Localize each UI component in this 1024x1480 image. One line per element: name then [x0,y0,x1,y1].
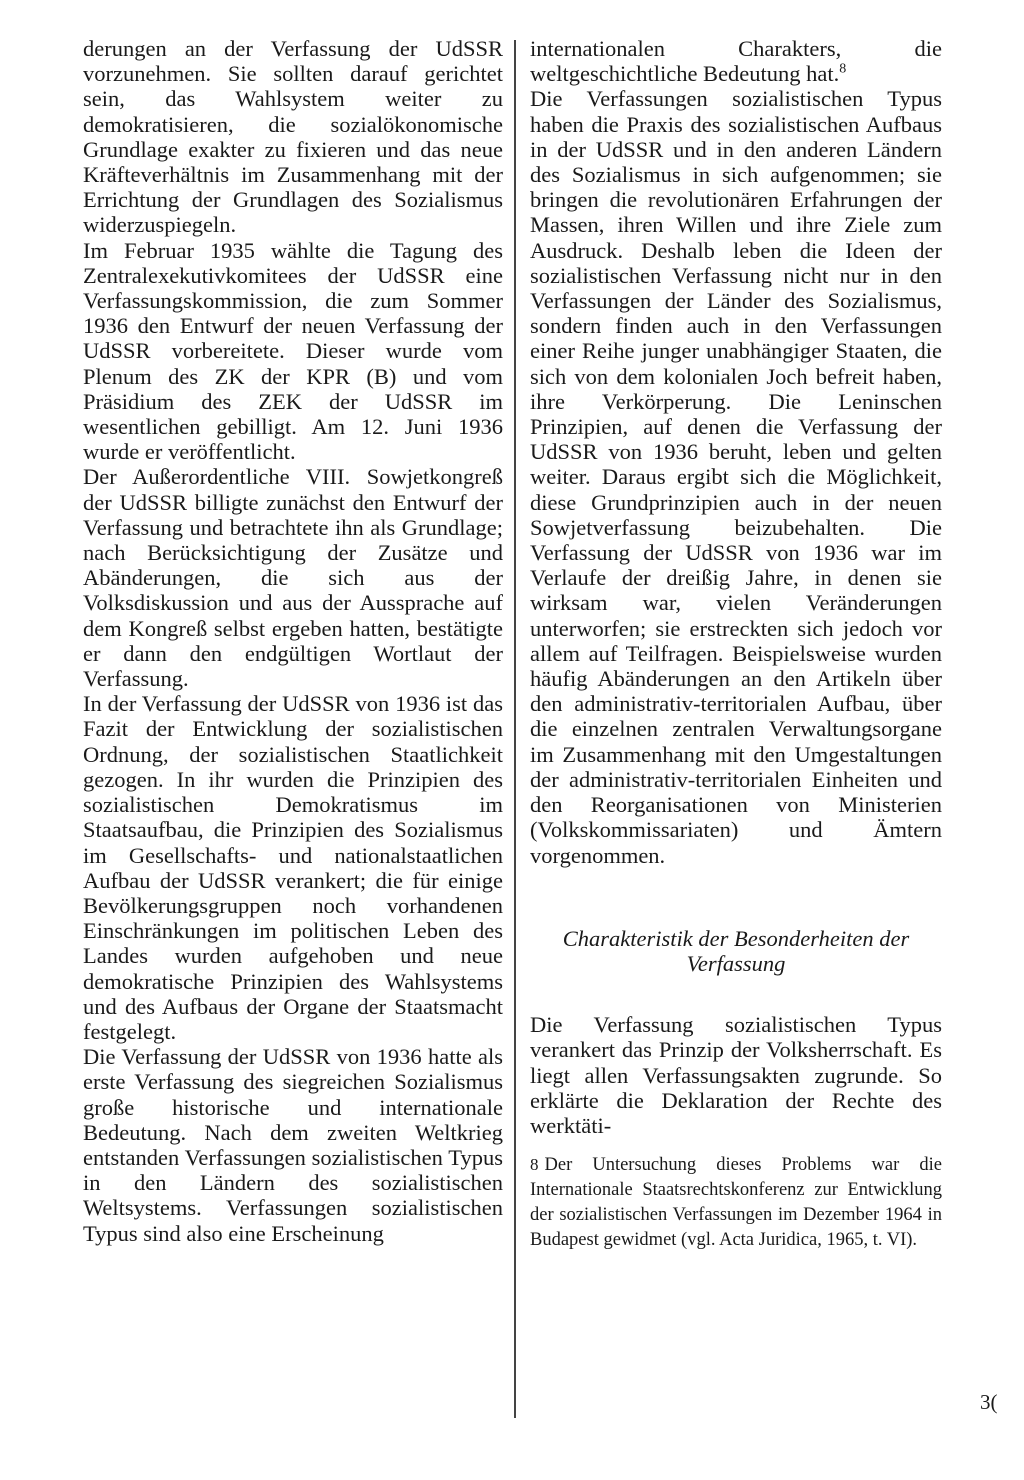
footnote-mark: 8 [530,1155,539,1175]
footnote-text: Der Untersuchung dieses Problems war die Internationale Staatsrechtskonferenz zur Entwicklung der sozialistischen Verfassungen im Dezember 1964 in Budapest gewidmet (vgl. Acta Juridica, 1965, t. VI). [530,1155,942,1251]
paragraph-text: internationalen Charakters, die weltgeschichtliche Bedeutung hat. [530,36,942,87]
paragraph: Der Außerordentliche VIII. Sowjetkongreß der UdSSR billigte zunächst den Entwurf der Verfassung und betrachtete ihn als Grundlage; nach Berücksichtigung der Zusätze und Abänderungen, die sich aus der Volksdiskussion und aus der Aussprache auf dem Kongreß selbst ergeben hatten, bestätigte er dann den endgültigen Wortlaut der Verfassung. [83,464,503,692]
paragraph: Die Verfassung der UdSSR von 1936 hatte als erste Verfassung des siegreichen Sozialismus große historische und internationale Bedeutung. Nach dem zweiten Weltkrieg entstanden Verfassungen sozialistischen Typus in den Ländern des sozialistischen Weltsystems. Verfassungen sozialistischen Typus sind also eine Erscheinung [83,1044,503,1246]
paragraph: Die Verfassung sozialistischen Typus verankert das Prinzip der Volksherrschaft. Es liegt allen Verfassungsakten zugrunde. So erklärte die Deklaration der Rechte des werktäti- [530,1012,942,1138]
paragraph [530,36,942,86]
page-number: 3( [980,1390,998,1414]
paragraph: Die Verfassungen sozialistischen Typus haben die Praxis des sozialistischen Aufbaus in der UdSSR und in den anderen Ländern des Sozialismus in sich aufgenommen; sie bringen die revolutionären Erfahrungen der Massen, ihren Willen und ihre Ziele zum Ausdruck. Deshalb leben die Ideen der sozialistischen Verfassung nicht nur in den Verfassungen der Länder des Sozialismus, sondern finden auch in den Verfassungen einer Reihe junger unabhängiger Staaten, die sich von dem kolonialen Joch befreit haben, ihre Verkörperung. Die Leninschen Prinzipien, auf denen die Verfassung der UdSSR von 1936 beruht, leben und gelten weiter. Daraus ergibt sich die Möglichkeit, diese Grundprinzipien auch in der neuen Sowjetverfassung beizubehalten. Die Verfassung der UdSSR von 1936 war im Verlaufe der dreißig Jahre, in denen sie wirksam war, vielen Veränderungen unterworfen; sie erstreckten sich jedoch vor allem auf Teilfragen. Beispielsweise wurden häufig Abänderungen an den Artikeln über den administrativ-territorialen Aufbau, über die einzelnen zentralen Verwaltungsorgane im Zusammenhang mit den Umgestaltungen der administrativ-territorialen Einheiten und den Reorganisationen von Ministerien (Volkskommissariaten) und Ämtern vorgenommen. [530,86,942,868]
paragraph: derungen an der Verfassung der UdSSR vorzunehmen. Sie sollten darauf gerichtet sein, das Wahlsystem weiter zu demokratisieren, die sozialökonomische Grundlage exakter zu fixieren und das neue Kräfteverhältnis im Zusammenhang mit der Errichtung der Grundlagen des Sozialismus widerzuspiegeln. [83,36,503,238]
right-column [530,36,942,1272]
footnote-reference: 8 [839,61,847,77]
footnote [530,1152,942,1253]
section-heading: Charakteristik der Besonderheiten der Verfassung [562,925,910,976]
column-divider [514,40,516,1418]
paragraph: Im Februar 1935 wählte die Tagung des Zentralexekutivkomitees der UdSSR eine Verfassungskommission, die zum Sommer 1936 den Entwurf der neuen Verfassung der UdSSR vorbereitete. Dieser wurde vom Plenum des ZK der KPR (B) und vom Präsidium des ZEK der UdSSR im wesentlichen gebilligt. Am 12. Juni 1936 wurde er veröffentlicht. [83,237,503,465]
paragraph: In der Verfassung der UdSSR von 1936 ist das Fazit der Entwicklung der sozialistischen Ordnung, der sozialistischen Staatlichkeit gezogen. In ihr wurden die Prinzipien des sozialistischen Demokratismus im Staatsaufbau, die Prinzipien des Sozialismus im Gesellschafts- und nationalstaatlichen Aufbau der UdSSR verankert; die für einige Bevölkerungsgruppen noch vorhandenen Einschränkungen im politischen Leben des Landes wurden aufgehoben und neue demokratische Prinzipien des Wahlsystems und des Aufbaus der Organe der Staatsmacht festgelegt. [83,691,503,1044]
left-column [83,36,503,1246]
